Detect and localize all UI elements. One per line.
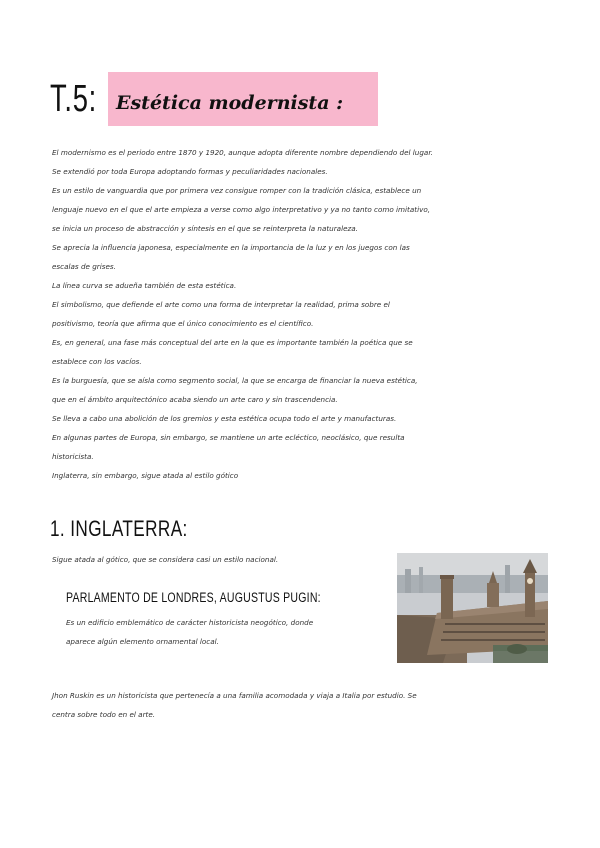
text-line: En algunas partes de Europa, sin embargo, se mantiene un arte ecléctico, neoclásico, que resulta (52, 433, 405, 442)
text-line: historicista. (52, 452, 94, 461)
section-heading-inglaterra: 1. INGLATERRA: (50, 516, 188, 541)
parlamento-description (66, 613, 366, 651)
text-line: Se extendió por toda Europa adoptando formas y peculiaridades nacionales. (52, 167, 328, 176)
page-title: Estética modernista : (116, 92, 344, 114)
parliament-illustration (397, 553, 548, 663)
text-line: Es un estilo de vanguardia que por primera vez consigue romper con la tradición clásica, establece un (52, 186, 422, 195)
intro-paragraphs (52, 143, 532, 485)
text-line: establece con los vacíos. (52, 357, 142, 366)
text-line: Se aprecia la influencia japonesa, especialmente en la importancia de la luz y en los juegos con las (52, 243, 410, 252)
text-line: Es, en general, una fase más conceptual del arte en la que es importante también la poética que se (52, 338, 413, 347)
text-line: Se lleva a cabo una abolición de los gremios y esta estética ocupa todo el arte y manufacturas. (52, 414, 397, 423)
text-line: Es la burguesía, que se aísla como segmento social, la que se encarga de financiar la nueva estética, (52, 376, 418, 385)
subheading-parlamento: PARLAMENTO DE LONDRES, AUGUSTUS PUGIN: (66, 590, 321, 605)
text-line: aparece algún elemento ornamental local. (66, 637, 219, 646)
text-line: Jhon Ruskin es un historicista que pertenecía a una familia acomodada y viaja a Italia por estudio. Se (52, 691, 417, 700)
text-line: escalas de grises. (52, 262, 116, 271)
text-line: El simbolismo, que defiende el arte como una forma de interpretar la realidad, prima sobre el (52, 300, 390, 309)
text-line: centra sobre todo en el arte. (52, 710, 156, 719)
text-line: Inglaterra, sin embargo, sigue atada al estilo gótico (52, 471, 239, 480)
text-line: que en el ámbito arquitectónico acaba siendo un arte caro y sin trascendencia. (52, 395, 338, 404)
text-line: La línea curva se adueña también de esta estética. (52, 281, 237, 290)
text-line: se inicia un proceso de abstracción y síntesis en el que se reinterpreta la naturaleza. (52, 224, 358, 233)
topic-number: T.5: (50, 78, 97, 120)
text-line: Es un edificio emblemático de carácter historicista neogótico, donde (66, 618, 314, 627)
text-line: lenguaje nuevo en el que el arte empieza a verse como algo interpretativo y ya no tanto como imitativo, (52, 205, 431, 214)
section-intro: Sigue atada al gótico, que se considera casi un estilo nacional. (52, 555, 279, 564)
parliament-photo (397, 553, 548, 663)
title-block (50, 72, 350, 128)
text-line: positivismo, teoría que afirma que el único conocimiento es el científico. (52, 319, 314, 328)
ruskin-paragraph (52, 686, 522, 724)
text-line: El modernismo es el periodo entre 1870 y 1920, aunque adopta diferente nombre dependiendo del lugar. (52, 148, 433, 157)
